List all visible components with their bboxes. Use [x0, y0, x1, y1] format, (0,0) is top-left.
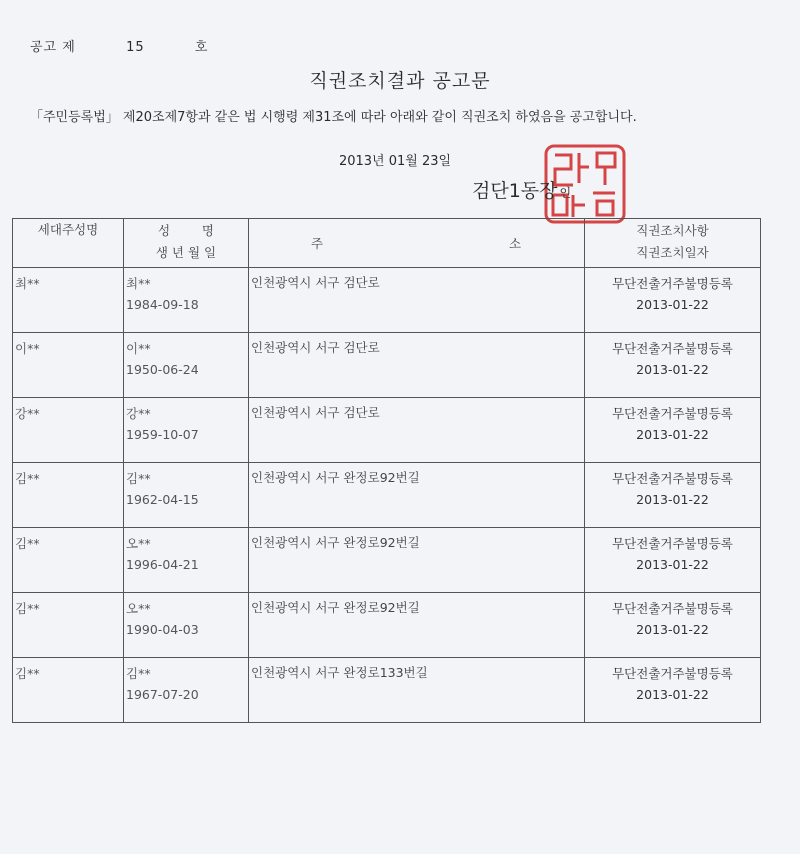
- table-row: [13, 398, 761, 463]
- person-cell: [124, 268, 249, 333]
- action-date: 2013-01-22: [636, 297, 709, 312]
- action-text: 무단전출거주불명등록: [612, 276, 733, 291]
- table-row: [13, 593, 761, 658]
- signer-seal-mark: 인: [559, 186, 572, 200]
- table-header-row: [13, 219, 761, 268]
- header-address-right: 소: [509, 236, 522, 251]
- header-name: 성 명: [158, 223, 214, 238]
- address-cell: 인천광역시 서구 검단로: [249, 398, 585, 463]
- person-cell: [124, 593, 249, 658]
- action-date: 2013-01-22: [636, 362, 709, 377]
- action-cell: [585, 333, 761, 398]
- person-birth: 1959-10-07: [126, 427, 199, 442]
- address-cell: 인천광역시 서구 검단로: [249, 333, 585, 398]
- householder-cell: 이**: [13, 333, 124, 398]
- result-table: [12, 218, 761, 723]
- action-cell: [585, 463, 761, 528]
- person-name: 김**: [126, 471, 151, 486]
- householder-cell: 최**: [13, 268, 124, 333]
- person-cell: [124, 528, 249, 593]
- action-date: 2013-01-22: [636, 687, 709, 702]
- table-row: [13, 333, 761, 398]
- person-name: 이**: [126, 341, 151, 356]
- person-birth: 1990-04-03: [126, 622, 199, 637]
- header-householder: 세대주성명: [13, 219, 124, 268]
- action-text: 무단전출거주불명등록: [612, 341, 733, 356]
- header-address: [249, 219, 585, 268]
- action-date: 2013-01-22: [636, 427, 709, 442]
- person-birth: 1984-09-18: [126, 297, 199, 312]
- person-name: 강**: [126, 406, 151, 421]
- action-text: 무단전출거주불명등록: [612, 601, 733, 616]
- address-cell: 인천광역시 서구 검단로: [249, 268, 585, 333]
- action-date: 2013-01-22: [636, 557, 709, 572]
- address-cell: 인천광역시 서구 완정로92번길: [249, 528, 585, 593]
- person-birth: 1950-06-24: [126, 362, 199, 377]
- action-text: 무단전출거주불명등록: [612, 471, 733, 486]
- householder-cell: 김**: [13, 463, 124, 528]
- person-birth: 1962-04-15: [126, 492, 199, 507]
- header-birth: 생 년 월 일: [155, 245, 217, 260]
- address-cell: 인천광역시 서구 완정로92번길: [249, 593, 585, 658]
- action-cell: [585, 593, 761, 658]
- person-name: 김**: [126, 666, 151, 681]
- person-name: 오**: [126, 536, 151, 551]
- notice-prefix: 공고 제: [30, 40, 76, 55]
- person-cell: [124, 398, 249, 463]
- header-action: [585, 219, 761, 268]
- table-row: [13, 463, 761, 528]
- person-cell: [124, 658, 249, 723]
- document-title: 직권조치결과 공고문: [309, 70, 491, 92]
- action-cell: [585, 268, 761, 333]
- action-cell: [585, 528, 761, 593]
- person-birth: 1967-07-20: [126, 687, 199, 702]
- announcement-date: 2013년 01월 23일: [338, 154, 452, 169]
- householder-cell: 김**: [13, 528, 124, 593]
- notice-number: [30, 36, 208, 55]
- householder-cell: 김**: [13, 658, 124, 723]
- person-cell: [124, 333, 249, 398]
- header-address-left: 주: [311, 236, 324, 251]
- action-text: 무단전출거주불명등록: [612, 406, 733, 421]
- announcement-body: 「주민등록법」 제20조제7항과 같은 법 시행령 제31조에 따라 아래와 같이 직권조치 하였음을 공고합니다.: [30, 110, 637, 125]
- notice-suffix: 호: [194, 40, 209, 55]
- signer-name: 검단1동장: [472, 180, 558, 202]
- header-name-birth: [124, 219, 249, 268]
- address-cell: 인천광역시 서구 완정로92번길: [249, 463, 585, 528]
- signer-title: [472, 176, 571, 203]
- householder-cell: 김**: [13, 593, 124, 658]
- address-cell: 인천광역시 서구 완정로133번길: [249, 658, 585, 723]
- header-action-date-label: 직권조치일자: [636, 245, 709, 260]
- person-birth: 1996-04-21: [126, 557, 199, 572]
- header-action-label: 직권조치사항: [636, 223, 709, 238]
- table-row: [13, 268, 761, 333]
- table-row: [13, 528, 761, 593]
- action-date: 2013-01-22: [636, 492, 709, 507]
- action-text: 무단전출거주불명등록: [612, 666, 733, 681]
- action-cell: [585, 658, 761, 723]
- notice-number-value: 15: [126, 40, 145, 55]
- action-cell: [585, 398, 761, 463]
- person-name: 최**: [126, 276, 151, 291]
- householder-cell: 강**: [13, 398, 124, 463]
- table-row: [13, 658, 761, 723]
- action-date: 2013-01-22: [636, 622, 709, 637]
- person-cell: [124, 463, 249, 528]
- person-name: 오**: [126, 601, 151, 616]
- action-text: 무단전출거주불명등록: [612, 536, 733, 551]
